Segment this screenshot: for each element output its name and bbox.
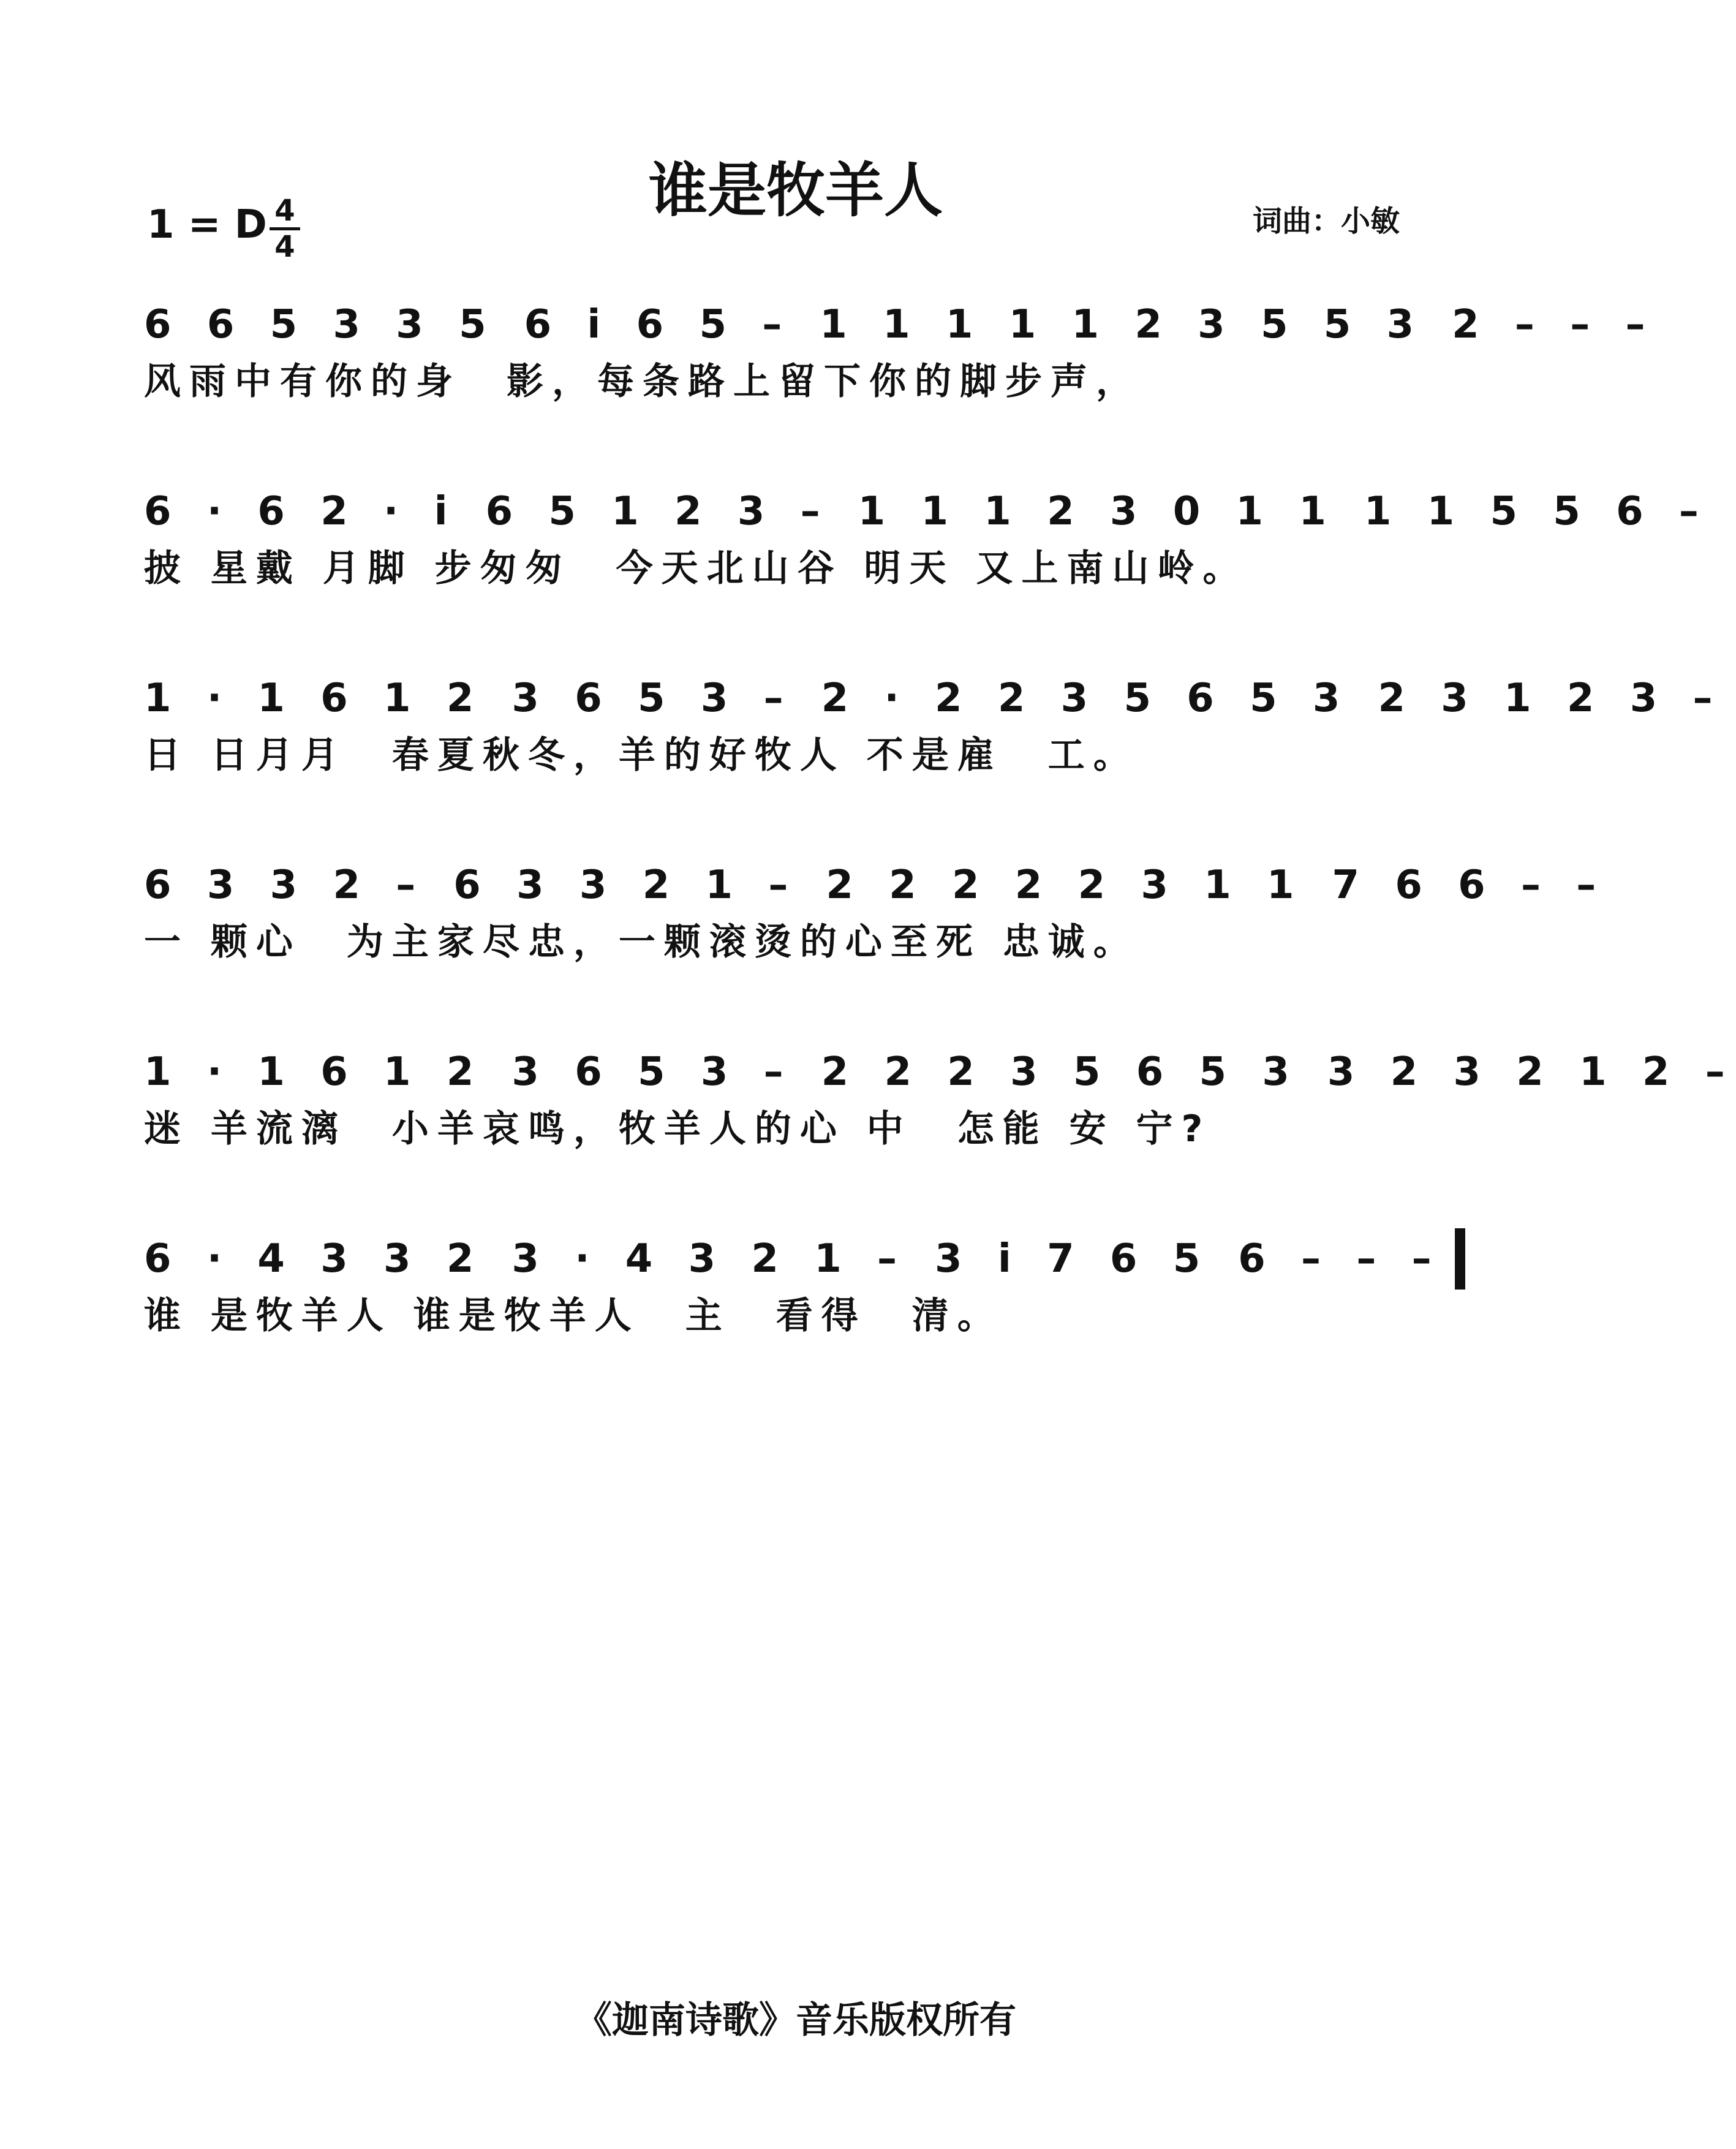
final-barline <box>1455 1228 1465 1290</box>
notes-line <box>144 1222 1455 1296</box>
measure: 3 6 5 3 – <box>511 1049 794 1095</box>
notes-line <box>144 848 1607 922</box>
notes-line <box>144 1035 1736 1109</box>
system-6 <box>144 1222 1455 1381</box>
measure: 6 · 4 3 3 2 <box>144 1236 485 1282</box>
lyricist-composer-credit: 词曲：小敏 <box>1253 204 1400 238</box>
measure: 1 1 1 1 1 2 3 5 5 3 <box>820 302 1425 347</box>
system-5 <box>144 1035 1736 1195</box>
system-2 <box>144 475 1710 634</box>
time-signature-bottom: 4 <box>274 230 295 264</box>
lyrics-line: 日 日月月 春夏秋冬，羊的好牧人 不是雇 工。 <box>144 734 1139 777</box>
notes-line <box>144 662 1724 735</box>
measure: 6 3 3 2 – <box>144 863 427 908</box>
measure: 6 i 6 5 – <box>524 302 793 347</box>
measure: 3 6 5 3 – <box>511 676 794 721</box>
measure: 6 – – – <box>1238 1236 1443 1282</box>
measure: 6 3 3 2 1 – <box>453 863 799 908</box>
measure: 1 1 1 2 3 0 1 1 <box>858 489 1337 534</box>
measure: 2 · 2 2 3 5 6 5 3 <box>821 676 1351 721</box>
measure: 2 – – – <box>1452 302 1656 347</box>
lyrics-line: 迷 羊流漓 小羊哀鸣，牧羊人的心 中 怎能 安 宁? <box>144 1108 1212 1150</box>
lyrics-line: 披 星戴 月脚 步匆匆 今天北山谷 明天 又上南山岭。 <box>144 547 1248 590</box>
measure: 3 2 3 2 1 2 – <box>1327 1049 1736 1095</box>
measure: 2 3 1 2 3 – <box>1378 676 1724 721</box>
measure: 2 2 2 2 2 3 1 1 <box>826 863 1305 908</box>
measure: 7 6 6 – – <box>1332 863 1607 908</box>
system-3 <box>144 662 1724 821</box>
measure: 3 · 4 3 2 1 – <box>511 1236 908 1282</box>
copyright-footer: 《迦南诗歌》音乐版权所有 <box>575 1999 1016 2042</box>
lyrics-line: 风雨中有你的身 影，每条路上留下你的脚步声， <box>144 360 1141 403</box>
measure: 1 · 1 6 1 2 <box>144 676 485 721</box>
key-signature: 1 = D <box>147 202 267 247</box>
measure: 1 1 5 5 6 – <box>1364 489 1710 534</box>
notes-line <box>144 288 1656 361</box>
measure: 6 · 6 2 · i <box>144 489 459 534</box>
lyrics-line: 一 颗心 为主家尽忠，一颗滚烫的心至死 忠诚。 <box>144 921 1139 964</box>
measure: 2 2 2 3 5 6 5 3 <box>821 1049 1300 1095</box>
system-4 <box>144 848 1607 1008</box>
lyrics-line: 谁 是牧羊人 谁是牧羊人 主 看得 清。 <box>144 1294 1003 1337</box>
time-signature-top: 4 <box>274 194 295 228</box>
measure: 3 i 7 6 5 <box>935 1236 1212 1282</box>
system-1 <box>144 288 1656 447</box>
measure: 1 · 1 6 1 2 <box>144 1049 485 1095</box>
notes-line <box>144 475 1710 548</box>
song-title: 谁是牧羊人 <box>649 156 943 225</box>
time-signature <box>270 195 300 263</box>
measure: 6 5 1 2 3 – <box>485 489 831 534</box>
measure: 6 6 5 3 3 5 <box>144 302 497 347</box>
